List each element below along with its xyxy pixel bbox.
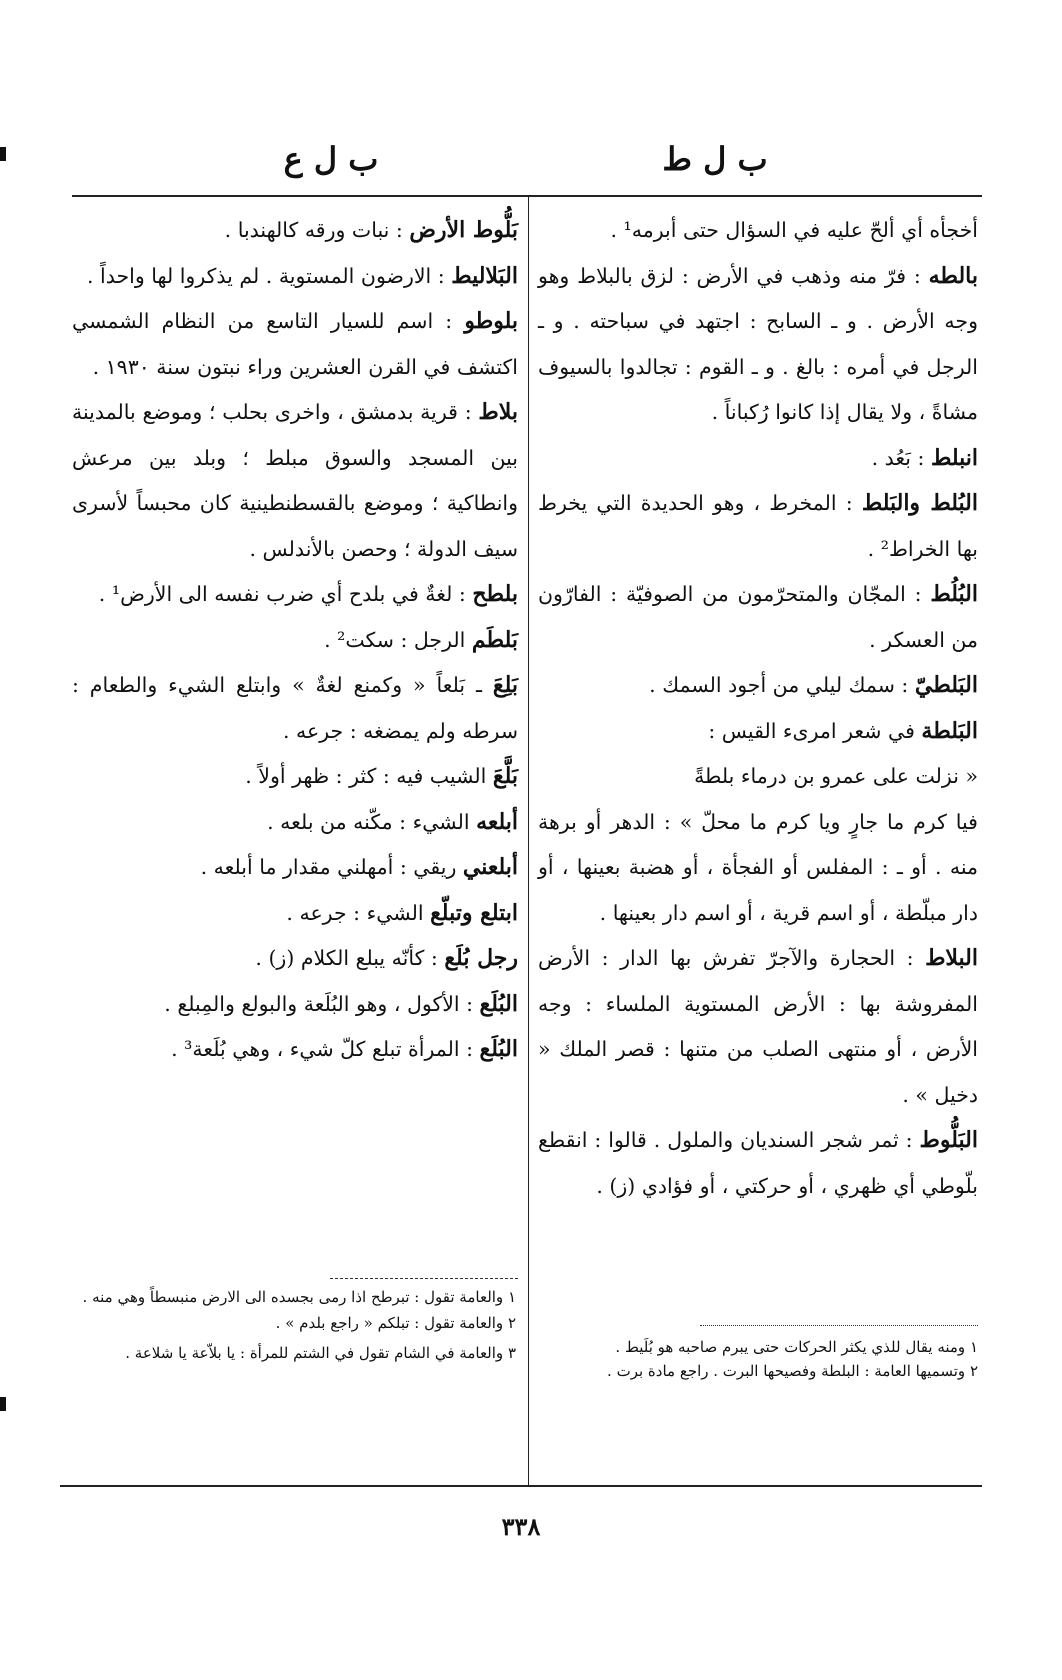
left-column bbox=[72, 208, 518, 1073]
entry-definition: الشيب فيه : كثر : ظهر أولاً . bbox=[245, 764, 487, 788]
entry-headword: البَلاليط bbox=[451, 262, 518, 289]
dictionary-entry bbox=[538, 663, 978, 709]
entry-definition: : المجّان والمتحرّمون من الصوفيّة : الفارّون من العسكر . bbox=[538, 582, 978, 652]
entry-definition: ريقي : أمهلني مقدار ما أبلعه . bbox=[200, 855, 457, 879]
dictionary-entry bbox=[538, 436, 978, 482]
entry-definition: : قرية بدمشق ، واخرى بحلب ؛ وموضع بالمدينة بين المسجد والسوق مبلط ؛ وبلد بين مرعش وانطاكية ؛ وموضع بالقسطنطينية كان محبساً لأسرى سيف الدولة ؛ وحصن بالأندلس . bbox=[72, 400, 518, 561]
dictionary-entry bbox=[538, 572, 978, 663]
dictionary-entry bbox=[72, 618, 518, 664]
entry-definition: : المخرط ، وهو الحديدة التي يخرط بها الخراط² . bbox=[538, 491, 978, 561]
scan-edge-mark bbox=[0, 1397, 6, 1411]
dictionary-entry bbox=[72, 936, 518, 982]
footnote-rule-right bbox=[700, 1325, 978, 1326]
entry-headword: البُلَع bbox=[479, 990, 518, 1017]
entry-definition: : اسم للسيار التاسع من النظام الشمسي اكتشف في القرن العشرين وراء نبتون سنة ١٩٣٠ . bbox=[72, 309, 518, 379]
footnotes-left bbox=[66, 1285, 516, 1371]
entry-definition: : الحجارة والآجرّ تفرش بها الدار : الأرض المفروشة بها : الأرض المستوية الملساء : وجه الأرض ، أو منتهى الصلب من متنها : قصر الملك « دخيل » . bbox=[538, 946, 978, 1107]
dictionary-entry bbox=[538, 1118, 978, 1209]
entry-headword: بَلطَم bbox=[471, 626, 518, 653]
footnote: ٣ والعامة في الشام تقول في الشتم للمرأة : يا بلاّعة يا شلاعة . bbox=[125, 1344, 516, 1362]
column-header-left: ب ل ع bbox=[283, 140, 379, 178]
entry-headword: بَلُّوط الأرض bbox=[409, 217, 518, 243]
dictionary-entry bbox=[72, 299, 518, 390]
dictionary-entry bbox=[538, 800, 978, 937]
entry-headword: انبلط bbox=[930, 444, 978, 471]
footer-rule bbox=[60, 1485, 982, 1487]
dictionary-entry bbox=[72, 982, 518, 1028]
scan-edge-mark bbox=[0, 147, 6, 161]
footnote: ١ ومنه يقال للذي يكثر الحركات حتى يبرم صاحبه هو بُلَيط . bbox=[615, 1338, 978, 1356]
entry-headword: البُلُط bbox=[930, 581, 978, 607]
dictionary-entry bbox=[72, 390, 518, 572]
entry-definition: : بَعُد . bbox=[871, 445, 925, 470]
dictionary-entry bbox=[72, 754, 518, 800]
entry-definition: : لغةٌ في بلدح أي ضرب نفسه الى الأرض¹ . bbox=[98, 582, 466, 606]
entry-headword: بلوطو bbox=[464, 308, 518, 334]
entry-definition: : فرّ منه وذهب في الأرض : لزق بالبلاط وهو وجه الأرض . و ـ السابح : اجتهد في سباحته . و ـ الرجل في أمره : بالغ . و ـ القوم : تجالدوا بالسيوف مشاةً ، ولا يقال إذا كانوا رُكباناً . bbox=[538, 263, 978, 424]
entry-definition: : ثمر شجر السنديان والملول . قالوا : انقطع بلّوطي أي ظهري ، أو حركتي ، أو فؤادي (ز) . bbox=[538, 1128, 978, 1198]
entry-headword: البَلطة bbox=[921, 717, 978, 744]
entry-definition: الشيء : مكّنه من بلعه . bbox=[267, 809, 470, 834]
entry-definition: : كأنّه يبلع الكلام (ز) . bbox=[255, 946, 438, 970]
footnote: ٢ وتسميها العامة : البلطة وفصيحها البرت . راجع مادة برت . bbox=[607, 1362, 978, 1380]
dictionary-entry bbox=[538, 481, 978, 572]
header-rule bbox=[72, 195, 982, 197]
entry-headword: أبلعه bbox=[476, 808, 518, 835]
entry-definition: : نبات ورقه كالهندبا . bbox=[224, 218, 403, 242]
entry-definition: : المرأة تبلع كلّ شيء ، وهي بُلَعة³ . bbox=[171, 1037, 474, 1061]
entry-definition: الشيء : جرعه . bbox=[286, 900, 424, 925]
dictionary-entry bbox=[538, 709, 978, 755]
entry-headword: بَلَّعَ bbox=[492, 763, 518, 789]
entry-headword: رجل بُلَع bbox=[444, 945, 518, 971]
entry-headword: البُلط والبَلط bbox=[861, 490, 978, 516]
entry-definition: أخجأه أي ألحّ عليه في السؤال حتى أبرمه¹ . bbox=[610, 218, 978, 242]
entry-headword: البَلُّوط bbox=[919, 1127, 978, 1153]
dictionary-entry bbox=[72, 891, 518, 937]
dictionary-entry bbox=[72, 800, 518, 846]
dictionary-entry bbox=[72, 572, 518, 618]
footnotes-right bbox=[538, 1335, 978, 1383]
entry-definition: : الأكول ، وهو البُلَعة والبولع والمِبلع . bbox=[164, 991, 474, 1016]
entry-headword: ابتلع وتبلّع bbox=[430, 899, 518, 926]
dictionary-entry bbox=[72, 1027, 518, 1073]
dictionary-entry bbox=[538, 208, 978, 254]
entry-headword: البلاط bbox=[925, 945, 978, 971]
entry-headword: البَلطيّ bbox=[914, 672, 978, 698]
dictionary-entry bbox=[538, 254, 978, 436]
entry-definition: ـ بَلعاً « وكمنع لغةٌ » وابتلع الشيء والطعام : سرطه ولم يمضغه : جرعه . bbox=[72, 673, 518, 743]
entry-headword: بلطح bbox=[472, 581, 518, 607]
entry-definition: فيا كرم ما جارٍ ويا كرم ما محلّ » : الدهر أو برهة منه . أو ـ : المفلس أو الفجأة ، أو هضبة بعينها ، أو دار مبلّطة ، أو اسم قرية ، أو اسم دار بعينها . bbox=[538, 809, 978, 925]
column-divider bbox=[528, 197, 529, 1485]
entry-headword: البُلَع bbox=[479, 1036, 518, 1062]
entry-definition: الرجل : سكت² . bbox=[324, 627, 466, 652]
entry-definition: في شعر امرىء القيس : bbox=[708, 718, 915, 743]
page-number: ٣٣٨ bbox=[501, 1512, 541, 1541]
column-header-right: ب ل ط bbox=[662, 140, 768, 178]
entry-definition: : الارضون المستوية . لم يذكروا لها واحداً . bbox=[87, 263, 445, 288]
dictionary-entry bbox=[538, 754, 978, 800]
right-column bbox=[538, 208, 978, 1209]
dictionary-entry bbox=[72, 845, 518, 891]
entry-headword: بلاط bbox=[478, 399, 518, 425]
dictionary-entry bbox=[72, 208, 518, 254]
footnote: ١ والعامة تقول : تبرطح اذا رمى بجسده الى الارض منبسطاً وهي منه . bbox=[82, 1288, 516, 1306]
entry-headword: بالطه bbox=[928, 262, 978, 289]
entry-headword: بَلِعَ bbox=[492, 672, 518, 698]
entry-definition: « نزلت على عمرو بن درماء بلطةً bbox=[694, 764, 978, 788]
footnote: ٢ والعامة تقول : تبلكم « راجع بلدم » . bbox=[275, 1314, 516, 1332]
dictionary-entry bbox=[72, 254, 518, 300]
entry-headword: أبلعني bbox=[462, 854, 518, 880]
dictionary-entry bbox=[538, 936, 978, 1118]
entry-definition: : سمك ليلي من أجود السمك . bbox=[649, 673, 909, 697]
footnote-rule-left bbox=[330, 1278, 518, 1279]
dictionary-entry bbox=[72, 663, 518, 754]
